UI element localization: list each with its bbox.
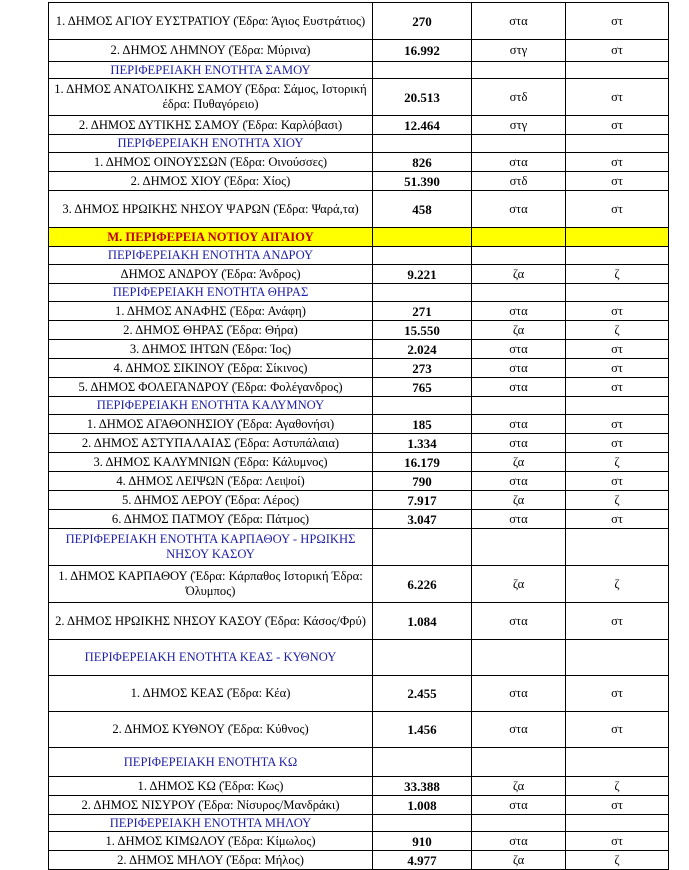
section-header: ΠΕΡΙΦΕΡΕΙΑΚΗ ΕΝΟΤΗΤΑ ΚΩ bbox=[49, 748, 373, 777]
municipality-name: 2. ΔΗΜΟΣ ΔΥΤΙΚΗΣ ΣΑΜΟΥ (Έδρα: Καρλόβασι) bbox=[49, 116, 373, 135]
municipality-name: 4. ΔΗΜΟΣ ΛΕΙΨΩΝ (Έδρα: Λειψοί) bbox=[49, 472, 373, 491]
table-row bbox=[49, 302, 669, 321]
population: 15.550 bbox=[373, 321, 472, 340]
section-header: ΠΕΡΙΦΕΡΕΙΑΚΗ ΕΝΟΤΗΤΑ ΑΝΔΡΟΥ bbox=[49, 247, 373, 265]
table-row bbox=[49, 378, 669, 397]
zone-code: στα bbox=[472, 676, 566, 712]
table-row bbox=[49, 153, 669, 172]
zone-code: στα bbox=[472, 712, 566, 748]
table-row bbox=[49, 832, 669, 851]
zone-code: ζα bbox=[472, 265, 566, 284]
population: 1.008 bbox=[373, 796, 472, 815]
population: 33.388 bbox=[373, 777, 472, 796]
zone-group: στ bbox=[566, 676, 669, 712]
section-header-row bbox=[49, 640, 669, 676]
zone-group: ζ bbox=[566, 566, 669, 603]
table-row bbox=[49, 851, 669, 870]
section-header: ΠΕΡΙΦΕΡΕΙΑΚΗ ΕΝΟΤΗΤΑ ΚΑΛΥΜΝΟΥ bbox=[49, 397, 373, 415]
zone-group: ζ bbox=[566, 851, 669, 870]
section-header: ΠΕΡΙΦΕΡΕΙΑΚΗ ΕΝΟΤΗΤΑ ΚΕΑΣ - ΚΥΘΝΟΥ bbox=[49, 640, 373, 676]
table-row bbox=[49, 472, 669, 491]
population: 7.917 bbox=[373, 491, 472, 510]
population: 12.464 bbox=[373, 116, 472, 135]
zone-code: ζα bbox=[472, 321, 566, 340]
zone-group: στ bbox=[566, 172, 669, 191]
section-header-row bbox=[49, 815, 669, 832]
municipality-name: 1. ΔΗΜΟΣ ΑΓΑΘΟΝΗΣΙΟΥ (Έδρα: Αγαθονήσι) bbox=[49, 415, 373, 434]
section-header: ΠΕΡΙΦΕΡΕΙΑΚΗ ΕΝΟΤΗΤΑ ΧΙΟΥ bbox=[49, 135, 373, 153]
municipality-name: 1. ΔΗΜΟΣ ΑΓΙΟΥ ΕΥΣΤΡΑΤΙΟΥ (Έδρα: Άγιος Ευστράτιος) bbox=[49, 3, 373, 40]
zone-group: στ bbox=[566, 472, 669, 491]
municipality-name: 1. ΔΗΜΟΣ ΟΙΝΟΥΣΣΩΝ (Έδρα: Οινούσσες) bbox=[49, 153, 373, 172]
population: 1.084 bbox=[373, 603, 472, 640]
table-row bbox=[49, 40, 669, 62]
table-row bbox=[49, 172, 669, 191]
zone-code: στα bbox=[472, 472, 566, 491]
zone-group: ζ bbox=[566, 777, 669, 796]
population: 765 bbox=[373, 378, 472, 397]
section-header: ΠΕΡΙΦΕΡΕΙΑΚΗ ΕΝΟΤΗΤΑ ΣΑΜΟΥ bbox=[49, 62, 373, 79]
municipality-name: 2. ΔΗΜΟΣ ΧΙΟΥ (Έδρα: Χίος) bbox=[49, 172, 373, 191]
municipality-name: ΔΗΜΟΣ ΑΝΔΡΟΥ (Έδρα: Άνδρος) bbox=[49, 265, 373, 284]
zone-group: στ bbox=[566, 191, 669, 228]
population: 185 bbox=[373, 415, 472, 434]
municipality-name: 4. ΔΗΜΟΣ ΣΙΚΙΝΟΥ (Έδρα: Σίκινος) bbox=[49, 359, 373, 378]
municipality-name: 6. ΔΗΜΟΣ ΠΑΤΜΟΥ (Έδρα: Πάτμος) bbox=[49, 510, 373, 529]
table-row bbox=[49, 796, 669, 815]
table-row bbox=[49, 676, 669, 712]
region-header-row bbox=[49, 228, 669, 247]
table-row bbox=[49, 510, 669, 529]
population: 6.226 bbox=[373, 566, 472, 603]
municipality-name: 2. ΔΗΜΟΣ ΛΗΜΝΟΥ (Έδρα: Μύρινα) bbox=[49, 40, 373, 62]
zone-code: στγ bbox=[472, 116, 566, 135]
section-header-row bbox=[49, 62, 669, 79]
section-header-row bbox=[49, 748, 669, 777]
population: 273 bbox=[373, 359, 472, 378]
zone-group: στ bbox=[566, 510, 669, 529]
zone-group: στ bbox=[566, 40, 669, 62]
municipality-name: 1. ΔΗΜΟΣ ΚΑΡΠΑΘΟΥ (Έδρα: Κάρπαθος Ιστορική Έδρα: Όλυμπος) bbox=[49, 566, 373, 603]
zone-code: στα bbox=[472, 378, 566, 397]
zone-group: ζ bbox=[566, 321, 669, 340]
table-row bbox=[49, 340, 669, 359]
table-row bbox=[49, 434, 669, 453]
zone-code: στα bbox=[472, 191, 566, 228]
zone-code: στα bbox=[472, 510, 566, 529]
municipality-name: 1. ΔΗΜΟΣ ΚΙΜΩΛΟΥ (Έδρα: Κίμωλος) bbox=[49, 832, 373, 851]
population: 4.977 bbox=[373, 851, 472, 870]
table-row bbox=[49, 116, 669, 135]
municipality-name: 2. ΔΗΜΟΣ ΘΗΡΑΣ (Έδρα: Θήρα) bbox=[49, 321, 373, 340]
municipality-name: 2. ΔΗΜΟΣ ΝΙΣΥΡΟΥ (Έδρα: Νίσυρος/Μανδράκι) bbox=[49, 796, 373, 815]
municipality-name: 1. ΔΗΜΟΣ ΑΝΑΦΗΣ (Έδρα: Ανάφη) bbox=[49, 302, 373, 321]
population: 1.334 bbox=[373, 434, 472, 453]
population: 270 bbox=[373, 3, 472, 40]
municipality-name: 2. ΔΗΜΟΣ ΜΗΛΟΥ (Έδρα: Μήλος) bbox=[49, 851, 373, 870]
population: 1.456 bbox=[373, 712, 472, 748]
municipality-name: 3. ΔΗΜΟΣ ΗΡΩΙΚΗΣ ΝΗΣΟΥ ΨΑΡΩΝ (Έδρα: Ψαρά,τα) bbox=[49, 191, 373, 228]
municipality-name: 5. ΔΗΜΟΣ ΦΟΛΕΓΑΝΔΡΟΥ (Έδρα: Φολέγανδρος) bbox=[49, 378, 373, 397]
zone-group: στ bbox=[566, 712, 669, 748]
table-row bbox=[49, 777, 669, 796]
zone-code: στα bbox=[472, 340, 566, 359]
municipalities-table bbox=[48, 2, 669, 870]
municipality-name: 2. ΔΗΜΟΣ ΗΡΩΙΚΗΣ ΝΗΣΟΥ ΚΑΣΟΥ (Έδρα: Κάσος/Φρύ) bbox=[49, 603, 373, 640]
zone-group: στ bbox=[566, 603, 669, 640]
zone-code: στα bbox=[472, 302, 566, 321]
zone-code: ζα bbox=[472, 453, 566, 472]
table-row bbox=[49, 453, 669, 472]
zone-code: στα bbox=[472, 415, 566, 434]
zone-group: στ bbox=[566, 153, 669, 172]
municipality-name: 1. ΔΗΜΟΣ ΚΩ (Έδρα: Κως) bbox=[49, 777, 373, 796]
zone-group: στ bbox=[566, 79, 669, 116]
population: 3.047 bbox=[373, 510, 472, 529]
table-row bbox=[49, 321, 669, 340]
table-row bbox=[49, 265, 669, 284]
zone-code: ζα bbox=[472, 491, 566, 510]
table-row bbox=[49, 415, 669, 434]
zone-group: στ bbox=[566, 832, 669, 851]
table-row bbox=[49, 3, 669, 40]
population: 2.024 bbox=[373, 340, 472, 359]
section-header: ΠΕΡΙΦΕΡΕΙΑΚΗ ΕΝΟΤΗΤΑ ΘΗΡΑΣ bbox=[49, 284, 373, 302]
zone-code: στα bbox=[472, 153, 566, 172]
population: 9.221 bbox=[373, 265, 472, 284]
zone-code: στα bbox=[472, 796, 566, 815]
section-header: ΠΕΡΙΦΕΡΕΙΑΚΗ ΕΝΟΤΗΤΑ ΚΑΡΠΑΘΟΥ - ΗΡΩΙΚΗΣ ΝΗΣΟΥ ΚΑΣΟΥ bbox=[49, 529, 373, 566]
region-header: Μ. ΠΕΡΙΦΕΡΕΙΑ ΝΟΤΙΟΥ ΑΙΓΑΙΟΥ bbox=[49, 228, 373, 247]
municipality-name: 2. ΔΗΜΟΣ ΑΣΤΥΠΑΛΑΙΑΣ (Έδρα: Αστυπάλαια) bbox=[49, 434, 373, 453]
population: 16.992 bbox=[373, 40, 472, 62]
zone-code: στα bbox=[472, 3, 566, 40]
zone-code: στδ bbox=[472, 79, 566, 116]
population: 20.513 bbox=[373, 79, 472, 116]
municipality-name: 1. ΔΗΜΟΣ ΚΕΑΣ (Έδρα: Κέα) bbox=[49, 676, 373, 712]
section-header-row bbox=[49, 135, 669, 153]
municipality-name: 2. ΔΗΜΟΣ ΚΥΘΝΟΥ (Έδρα: Κύθνος) bbox=[49, 712, 373, 748]
table-row bbox=[49, 712, 669, 748]
population: 51.390 bbox=[373, 172, 472, 191]
zone-code: ζα bbox=[472, 566, 566, 603]
population: 271 bbox=[373, 302, 472, 321]
section-header: ΠΕΡΙΦΕΡΕΙΑΚΗ ΕΝΟΤΗΤΑ ΜΗΛΟΥ bbox=[49, 815, 373, 832]
population: 16.179 bbox=[373, 453, 472, 472]
section-header-row bbox=[49, 247, 669, 265]
municipality-name: 1. ΔΗΜΟΣ ΑΝΑΤΟΛΙΚΗΣ ΣΑΜΟΥ (Έδρα: Σάμος, Ιστορική έδρα: Πυθαγόρειο) bbox=[49, 79, 373, 116]
zone-code: στα bbox=[472, 832, 566, 851]
zone-code: ζα bbox=[472, 777, 566, 796]
zone-code: στδ bbox=[472, 172, 566, 191]
table-row bbox=[49, 603, 669, 640]
table-row bbox=[49, 191, 669, 228]
zone-group: στ bbox=[566, 359, 669, 378]
population: 790 bbox=[373, 472, 472, 491]
population: 826 bbox=[373, 153, 472, 172]
zone-group: στ bbox=[566, 302, 669, 321]
zone-group: στ bbox=[566, 415, 669, 434]
zone-group: στ bbox=[566, 434, 669, 453]
section-header-row bbox=[49, 284, 669, 302]
population: 910 bbox=[373, 832, 472, 851]
zone-group: στ bbox=[566, 378, 669, 397]
municipality-name: 3. ΔΗΜΟΣ ΙΗΤΩΝ (Έδρα: Ίος) bbox=[49, 340, 373, 359]
table-row bbox=[49, 359, 669, 378]
section-header-row bbox=[49, 397, 669, 415]
zone-code: στα bbox=[472, 434, 566, 453]
table-row bbox=[49, 79, 669, 116]
zone-code: στα bbox=[472, 603, 566, 640]
table-body bbox=[49, 3, 669, 870]
zone-code: ζα bbox=[472, 851, 566, 870]
population: 458 bbox=[373, 191, 472, 228]
table-row bbox=[49, 566, 669, 603]
zone-code: στγ bbox=[472, 40, 566, 62]
zone-group: στ bbox=[566, 116, 669, 135]
zone-group: στ bbox=[566, 340, 669, 359]
zone-code: στα bbox=[472, 359, 566, 378]
municipality-name: 5. ΔΗΜΟΣ ΛΕΡΟΥ (Έδρα: Λέρος) bbox=[49, 491, 373, 510]
municipality-name: 3. ΔΗΜΟΣ ΚΑΛΥΜΝΙΩΝ (Έδρα: Κάλυμνος) bbox=[49, 453, 373, 472]
zone-group: ζ bbox=[566, 453, 669, 472]
zone-group: ζ bbox=[566, 491, 669, 510]
zone-group: στ bbox=[566, 3, 669, 40]
table-row bbox=[49, 491, 669, 510]
section-header-row bbox=[49, 529, 669, 566]
population: 2.455 bbox=[373, 676, 472, 712]
zone-group: ζ bbox=[566, 265, 669, 284]
zone-group: στ bbox=[566, 796, 669, 815]
